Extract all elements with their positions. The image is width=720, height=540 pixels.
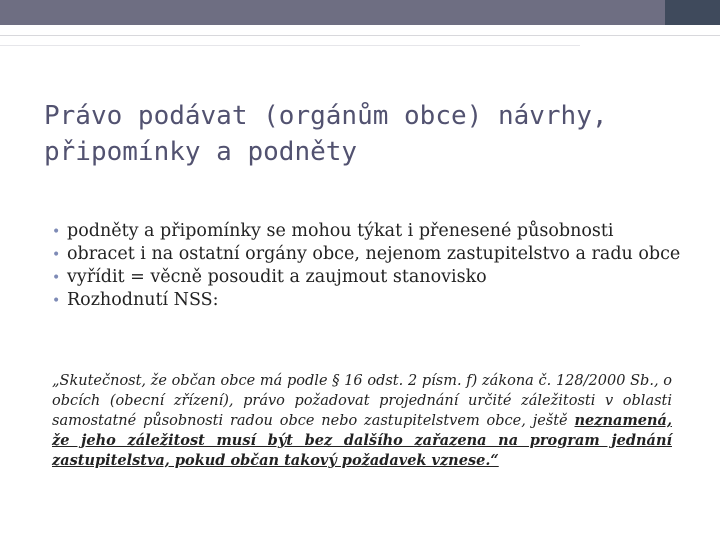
bullet-item — [52, 222, 682, 241]
quote-emphasis: neznamená, že jeho záležitost musí být bez dalšího zařazena na program jednání zastupitelstva, pokud občan takový požadavek vznese.“ — [52, 412, 672, 469]
divider-line — [0, 35, 720, 36]
bullet-item — [52, 245, 682, 264]
bullet-text: vyřídit = věcně posoudit a zaujmout stanovisko — [67, 267, 487, 287]
quote-text: „Skutečnost, že občan obce má podle § 16 odst. 2 písm. f) zákona č. 128/2000 Sb., o obcích (obecní zřízení), právo požadovat projednání určité záležitosti v oblasti samostatné působnosti radou obce nebo zastupitelstvem obce, ještě — [52, 373, 672, 429]
bullet-item — [52, 268, 682, 287]
bullet-icon: • — [52, 270, 61, 286]
bullet-icon: • — [52, 247, 61, 263]
slide-title: Právo podávat (orgánům obce) návrhy, připomínky a podněty — [44, 101, 608, 167]
bullet-text: podněty a připomínky se mohou týkat i přenesené působnosti — [67, 221, 614, 241]
bullet-icon: • — [52, 293, 61, 309]
bullet-list — [52, 222, 682, 314]
bullet-icon: • — [52, 224, 61, 240]
bullet-text: Rozhodnutí NSS: — [67, 290, 219, 310]
bullet-text: obracet i na ostatní orgány obce, nejenom zastupitelstvo a radu obce — [67, 244, 681, 264]
bullet-item — [52, 291, 682, 310]
top-bar-accent — [0, 0, 665, 25]
court-quote — [52, 371, 672, 471]
divider-line-secondary — [0, 45, 580, 46]
